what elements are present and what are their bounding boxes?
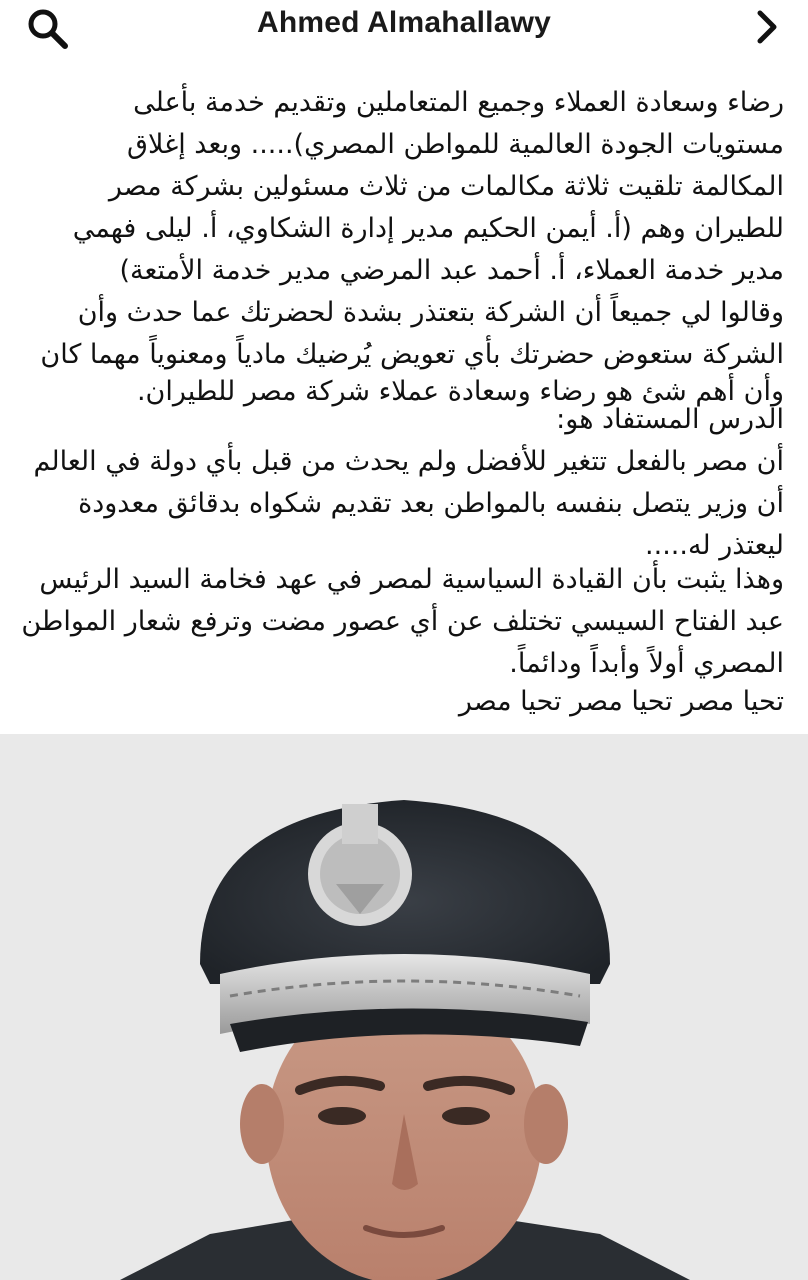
post-line: المكالمة تلقيت ثلاثة مكالمات من ثلاث مسئولين بشركة مصر: [108, 171, 784, 202]
profile-name-title: Ahmed Almahallawy: [256, 6, 552, 39]
post-line: رضاء وسعادة العملاء وجميع المتعاملين وتقديم خدمة بأعلى: [133, 87, 784, 118]
post-line: الدرس المستفاد هو:: [556, 404, 784, 435]
post-line: وأن أهم شئ هو رضاء وسعادة عملاء شركة مصر للطيران.: [136, 376, 784, 407]
post-body: [0, 52, 808, 732]
post-line: مستويات الجودة العالمية للمواطن المصري)..... وبعد إغلاق: [127, 129, 784, 160]
post-line: مدير خدمة العملاء، أ. أحمد عبد المرضي مدير خدمة الأمتعة): [119, 255, 784, 286]
portrait-photo: [0, 734, 808, 1280]
post-line: وقالوا لي جميعاً أن الشركة بتعتذر بشدة لحضرتك عما حدث وأن: [77, 297, 784, 328]
post-line: وهذا يثبت بأن القيادة السياسية لمصر في عهد فخامة السيد الرئيس: [39, 564, 784, 595]
post-line: عبد الفتاح السيسي تختلف عن أي عصور مضت وترفع شعار المواطن: [21, 606, 784, 637]
post-line: الشركة ستعوض حضرتك بأي تعويض يُرضيك مادياً ومعنوياً مهما كان: [40, 339, 784, 370]
post-line: للطيران وهم (أ. أيمن الحكيم مدير إدارة الشكاوي، أ. ليلى فهمي: [72, 213, 784, 244]
post-line: أن مصر بالفعل تتغير للأفضل ولم يحدث من قبل بأي دولة في العالم: [33, 446, 784, 477]
post-line: أن وزير يتصل بنفسه بالمواطن بعد تقديم شكواه بدقائق معدودة: [78, 488, 784, 519]
post-line: المصري أولاً وأبداً ودائماً.: [509, 648, 784, 679]
forward-button[interactable]: [752, 9, 782, 45]
top-bar: [0, 0, 808, 76]
chevron-right-icon: [752, 9, 782, 45]
post-line: تحيا مصر تحيا مصر تحيا مصر: [458, 686, 784, 717]
post-line: ليعتذر له.....: [645, 530, 784, 561]
post-photo[interactable]: [0, 734, 808, 1280]
